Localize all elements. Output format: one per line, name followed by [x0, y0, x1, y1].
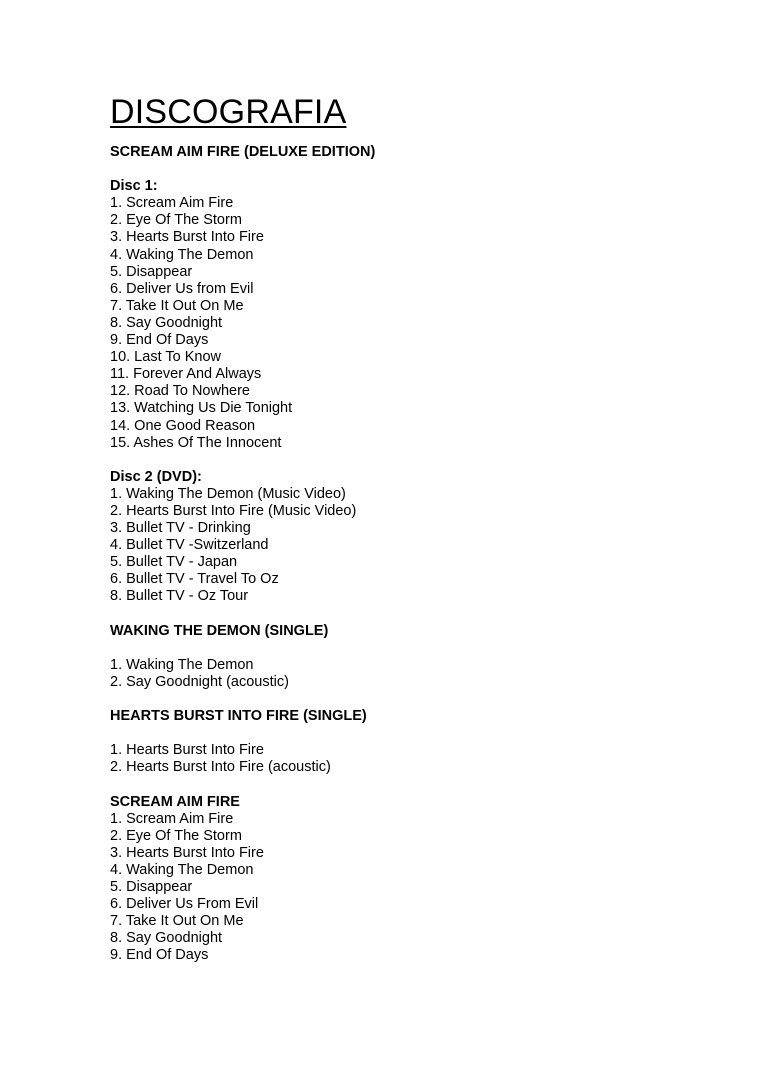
list-item: 2. Say Goodnight (acoustic): [110, 673, 289, 690]
list-item: 2. Eye Of The Storm: [110, 212, 242, 229]
disc2-label: Disc 2 (DVD):: [110, 468, 202, 485]
list-item: 4. Bullet TV -Switzerland: [110, 537, 269, 554]
spacer: [110, 606, 730, 623]
list-item: 1. Scream Aim Fire: [110, 810, 234, 827]
list-item: 5. Disappear: [110, 263, 193, 280]
single2-track-list: [110, 742, 730, 776]
section-heading-waking-demon-single: WAKING THE DEMON (SINGLE): [110, 622, 329, 639]
spacer: [110, 725, 730, 742]
list-item: 7. Take It Out On Me: [110, 297, 244, 314]
spacer: [110, 776, 730, 793]
list-item: 5. Disappear: [110, 879, 193, 896]
disc1-label: Disc 1:: [110, 178, 158, 195]
list-item: 11. Forever And Always: [110, 366, 262, 383]
list-item: 12. Road To Nowhere: [110, 383, 250, 400]
list-item: 2. Eye Of The Storm: [110, 827, 242, 844]
list-item: 9. End Of Days: [110, 332, 209, 349]
list-item: 7. Take It Out On Me: [110, 913, 244, 930]
list-item: 8. Say Goodnight: [110, 930, 223, 947]
document-page: [110, 92, 730, 965]
list-item: 8. Say Goodnight: [110, 314, 223, 331]
disc2-track-list: [110, 486, 730, 606]
list-item: 6. Bullet TV - Travel To Oz: [110, 571, 279, 588]
disc1-track-list: [110, 195, 730, 451]
list-item: 1. Waking The Demon (Music Video): [110, 485, 346, 502]
list-item: 1. Scream Aim Fire: [110, 195, 234, 212]
list-item: 2. Hearts Burst Into Fire (acoustic): [110, 759, 331, 776]
list-item: 2. Hearts Burst Into Fire (Music Video): [110, 502, 357, 519]
list-item: 4. Waking The Demon: [110, 861, 254, 878]
document-title: DISCOGRAFIA: [110, 93, 347, 131]
section-heading-hearts-burst-single: HEARTS BURST INTO FIRE (SINGLE): [110, 708, 367, 725]
list-item: 1. Hearts Burst Into Fire: [110, 742, 264, 759]
section-heading-scream-aim-fire: SCREAM AIM FIRE: [110, 793, 240, 810]
list-item: 4. Waking The Demon: [110, 246, 254, 263]
spacer: [110, 161, 730, 178]
list-item: 13. Watching Us Die Tonight: [110, 400, 293, 417]
list-item: 3. Bullet TV - Drinking: [110, 520, 251, 537]
single1-track-list: [110, 657, 730, 691]
list-item: 3. Hearts Burst Into Fire: [110, 844, 264, 861]
spacer: [110, 640, 730, 657]
section-heading-deluxe: SCREAM AIM FIRE (DELUXE EDITION): [110, 144, 376, 160]
spacer: [110, 691, 730, 708]
list-item: 10. Last To Know: [110, 349, 221, 366]
list-item: 6. Deliver Us from Evil: [110, 280, 254, 297]
album-track-list: [110, 811, 730, 965]
list-item: 15. Ashes Of The Innocent: [110, 434, 282, 451]
list-item: 9. End Of Days: [110, 947, 209, 964]
list-item: 5. Bullet TV - Japan: [110, 554, 238, 571]
list-item: 14. One Good Reason: [110, 417, 256, 434]
list-item: 8. Bullet TV - Oz Tour: [110, 588, 249, 605]
list-item: 1. Waking The Demon: [110, 656, 254, 673]
list-item: 3. Hearts Burst Into Fire: [110, 229, 264, 246]
spacer: [110, 452, 730, 469]
list-item: 6. Deliver Us From Evil: [110, 896, 259, 913]
